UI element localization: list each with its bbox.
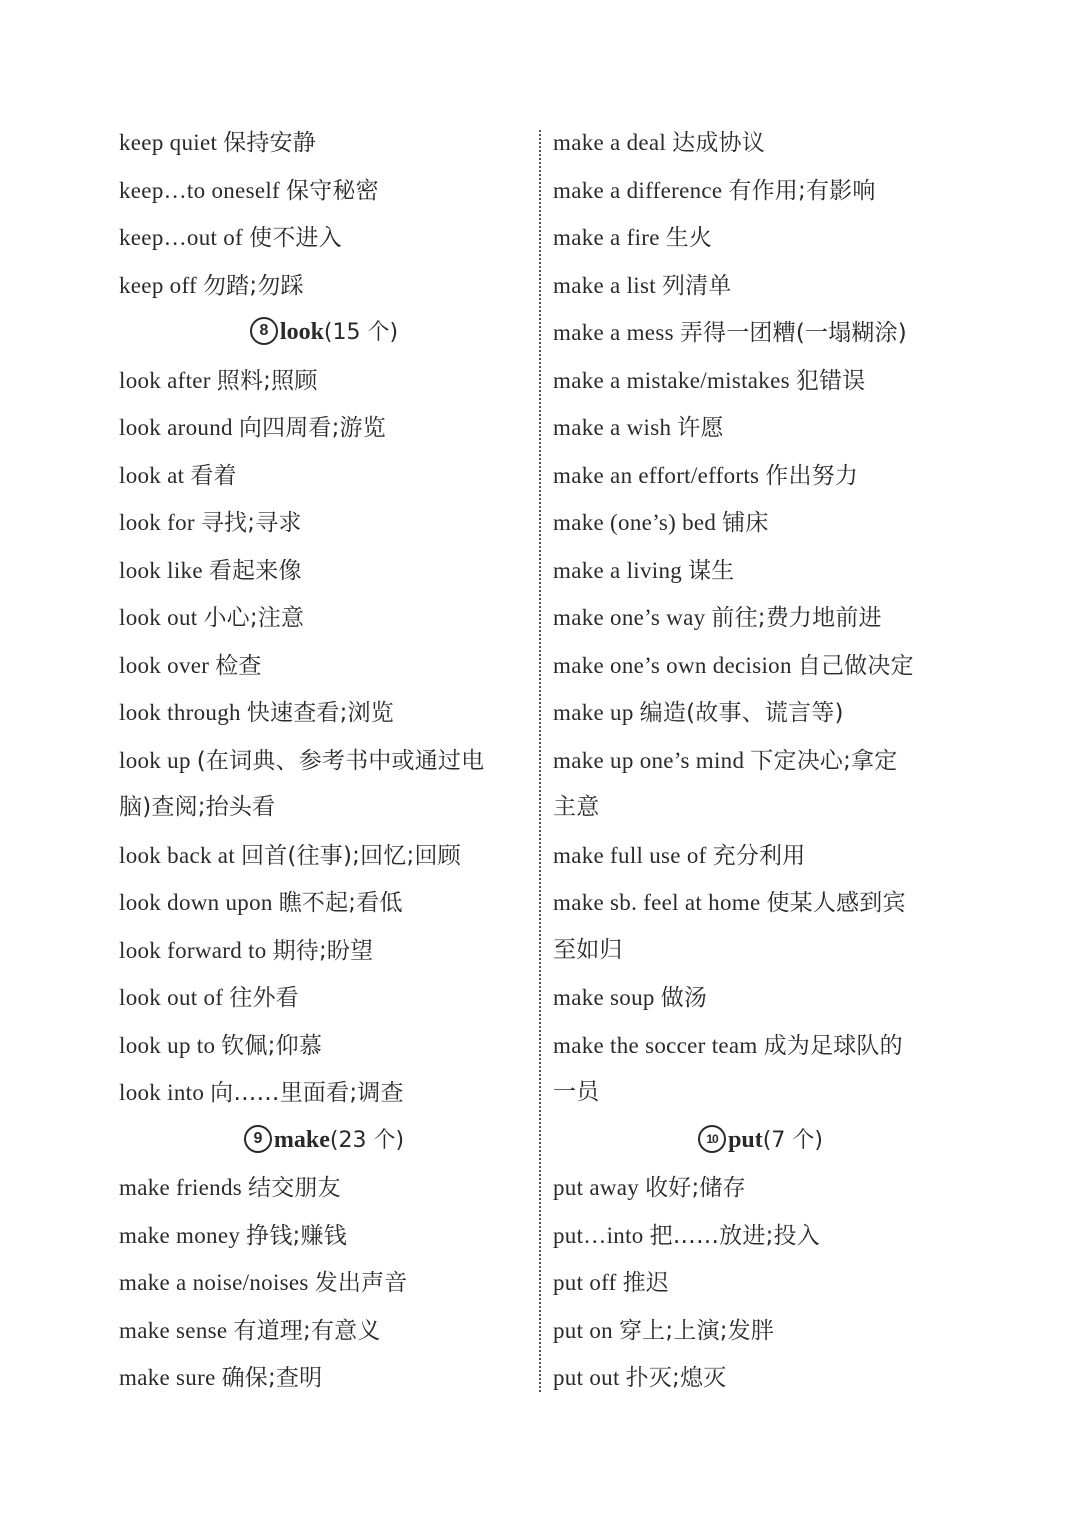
phrase-entry [553,1259,968,1307]
phrase-english: look up to [119,1032,216,1058]
phrase-entry [119,547,529,595]
phrase-entry [119,927,529,975]
section-number-badge: 9 [244,1125,272,1153]
phrase-chinese: 主意 [553,794,600,820]
phrase-continuation [553,927,968,975]
phrase-chinese: 保守秘密 [285,177,379,204]
phrase-chinese: 往外看 [229,985,299,1011]
phrase-english: make one’s way [553,605,706,630]
phrase-chinese: 勿踏;勿踩 [202,272,304,299]
phrase-english: make a mistake/mistakes [553,367,790,393]
section-keyword: put [728,1126,763,1153]
phrase-chinese: 挣钱;赚钱 [246,1222,347,1249]
phrase-english: look out of [119,985,224,1010]
phrase-entry [553,1354,968,1402]
phrase-english: look through [119,700,241,725]
phrase-chinese: 犯错误 [795,367,866,394]
phrase-english: make up [553,700,634,725]
phrase-entry [553,832,968,880]
phrase-chinese: 向……里面看;调查 [210,1080,404,1106]
section-heading-make [119,1117,529,1165]
phrase-english: make money [119,1222,241,1248]
phrase-chinese: 小心;注意 [203,605,305,631]
phrase-chinese: 收好;储存 [645,1175,746,1201]
phrase-chinese: 扑灭;熄灭 [625,1365,727,1391]
phrase-entry [553,167,968,215]
phrase-english: make full use of [553,842,707,868]
phrase-english: put…into [553,1222,644,1248]
phrase-chinese: 作出努力 [765,462,859,489]
phrase-continuation [119,784,529,832]
phrase-entry [553,309,968,357]
phrase-chinese: 穿上;上演;发胖 [618,1317,775,1344]
phrase-chinese: 向四周看;游览 [238,415,386,441]
phrase-entry [119,1069,529,1117]
phrase-english: make sense [119,1317,228,1343]
phrase-english: look back at [119,842,236,868]
phrase-chinese: 至如归 [553,936,623,963]
section-count: (23 个) [329,1127,405,1153]
phrase-english: keep…to oneself [119,177,280,203]
phrase-english: keep quiet [119,130,218,155]
phrase-entry [119,357,529,405]
phrase-entry [553,737,968,785]
phrase-entry [553,262,968,310]
phrase-english: make one’s own decision [553,652,792,678]
phrase-english: make sure [119,1365,216,1390]
phrase-chinese: (在词典、参考书中或通过电 [196,747,485,774]
phrase-english: make soup [553,985,655,1010]
phrase-entry [119,214,529,262]
phrase-chinese: 下定决心;拿定 [750,747,898,774]
phrase-chinese: 前往;费力地前进 [711,605,882,631]
phrase-english: look at [119,462,185,488]
phrase-entry [553,404,968,452]
section-count: (7 个) [762,1127,823,1153]
phrase-entry [119,119,529,167]
phrase-chinese: 成为足球队的 [763,1032,903,1059]
phrase-english: make an effort/efforts [553,462,760,488]
phrase-entry [119,594,529,642]
phrase-entry [553,689,968,737]
phrase-entry [119,737,529,785]
phrase-chinese: 脑)查阅;抬头看 [119,794,276,820]
phrase-chinese: 照料;照顾 [216,367,318,394]
phrase-chinese: 铺床 [722,510,769,536]
phrase-english: put out [553,1365,620,1390]
left-column [119,119,529,1402]
phrase-english: look around [119,415,233,440]
right-column [553,119,968,1402]
phrase-chinese: 快速查看;浏览 [246,700,394,726]
phrase-english: put on [553,1317,613,1343]
phrase-entry [119,832,529,880]
phrase-entry [119,1307,529,1355]
phrase-entry [119,974,529,1022]
phrase-english: make a mess [553,320,674,345]
column-divider [539,130,541,1392]
phrase-entry [119,499,529,547]
phrase-chinese: 做汤 [660,985,708,1011]
phrase-entry [119,262,529,310]
phrase-entry [119,689,529,737]
phrase-english: make friends [119,1175,243,1200]
phrase-chinese: 确保;查明 [221,1365,323,1391]
phrase-chinese: 回首(往事);回忆;回顾 [241,842,461,869]
phrase-entry [119,642,529,690]
phrase-chinese: 期待;盼望 [272,937,374,964]
phrase-chinese: 生火 [665,225,713,251]
phrase-entry [119,404,529,452]
phrase-entry [553,642,968,690]
phrase-chinese: 使某人感到宾 [766,890,906,916]
phrase-chinese: 自己做决定 [797,652,914,679]
phrase-chinese: 弄得一团糟(一塌糊涂) [679,320,907,346]
phrase-english: make (one’s) bed [553,510,717,535]
phrase-chinese: 看起来像 [208,557,302,584]
phrase-entry [119,1354,529,1402]
phrase-entry [119,167,529,215]
section-heading-look [119,309,529,357]
phrase-entry [553,119,968,167]
phrase-chinese: 推迟 [622,1270,670,1296]
phrase-chinese: 有道理;有意义 [233,1317,381,1344]
phrase-chinese: 编造(故事、谎言等) [639,700,844,726]
phrase-chinese: 发出声音 [314,1270,408,1296]
phrase-entry [119,1212,529,1260]
phrase-english: look for [119,510,195,535]
phrase-english: put off [553,1270,617,1295]
phrase-english: look after [119,367,211,393]
phrase-entry [553,1212,968,1260]
phrase-chinese: 许愿 [677,415,724,441]
phrase-english: keep off [119,272,197,298]
phrase-english: make a list [553,272,656,298]
phrase-entry [553,1022,968,1070]
phrase-english: make a wish [553,415,672,440]
phrase-chinese: 使不进入 [249,225,342,251]
phrase-chinese: 看着 [190,462,237,489]
phrase-continuation [553,784,968,832]
phrase-chinese: 达成协议 [672,130,765,156]
phrase-chinese: 列清单 [661,272,732,299]
phrase-english: look into [119,1080,205,1105]
phrase-english: look up [119,747,191,773]
phrase-entry [119,1164,529,1212]
phrase-english: make a fire [553,225,660,250]
phrase-english: keep…out of [119,225,244,250]
phrase-chinese: 充分利用 [712,842,806,869]
section-keyword: make [273,1126,330,1153]
phrase-chinese: 有作用;有影响 [728,177,876,204]
phrase-english: look like [119,557,203,583]
phrase-english: look forward to [119,937,267,963]
phrase-continuation [553,1069,968,1117]
phrase-english: look down upon [119,890,273,915]
section-count: (15 个) [323,320,399,345]
phrase-english: make a noise/noises [119,1270,309,1295]
phrase-entry [553,357,968,405]
phrase-chinese: 瞧不起;看低 [278,890,403,916]
phrase-chinese: 一员 [553,1079,600,1105]
phrase-entry [553,1307,968,1355]
phrase-entry [553,594,968,642]
phrase-english: make a deal [553,130,667,155]
phrase-chinese: 钦佩;仰慕 [221,1032,323,1059]
phrase-entry [119,1022,529,1070]
section-keyword: look [279,319,324,345]
phrase-chinese: 把……放进;投入 [649,1222,820,1249]
phrase-entry [119,1259,529,1307]
section-number-badge: 10 [698,1125,726,1153]
phrase-entry [553,547,968,595]
phrase-entry [553,499,968,547]
section-number-badge: 8 [250,317,278,345]
phrase-chinese: 谋生 [688,557,735,584]
phrase-entry [553,452,968,500]
phrase-entry [553,974,968,1022]
phrase-entry [119,452,529,500]
phrase-english: put away [553,1175,640,1200]
phrase-english: look out [119,605,198,630]
phrase-english: look over [119,652,210,678]
phrase-chinese: 保持安静 [223,130,316,156]
section-heading-put [553,1117,968,1165]
phrase-entry [553,214,968,262]
phrase-english: make up one’s mind [553,747,745,773]
phrase-chinese: 寻找;寻求 [200,510,302,536]
phrase-entry [119,879,529,927]
phrase-english: make sb. feel at home [553,890,761,915]
phrase-english: make a living [553,557,683,583]
phrase-chinese: 结交朋友 [248,1175,341,1201]
phrase-entry [553,1164,968,1212]
phrase-entry [553,879,968,927]
phrase-english: make the soccer team [553,1032,758,1058]
phrase-english: make a difference [553,177,723,203]
phrase-chinese: 检查 [215,652,262,679]
